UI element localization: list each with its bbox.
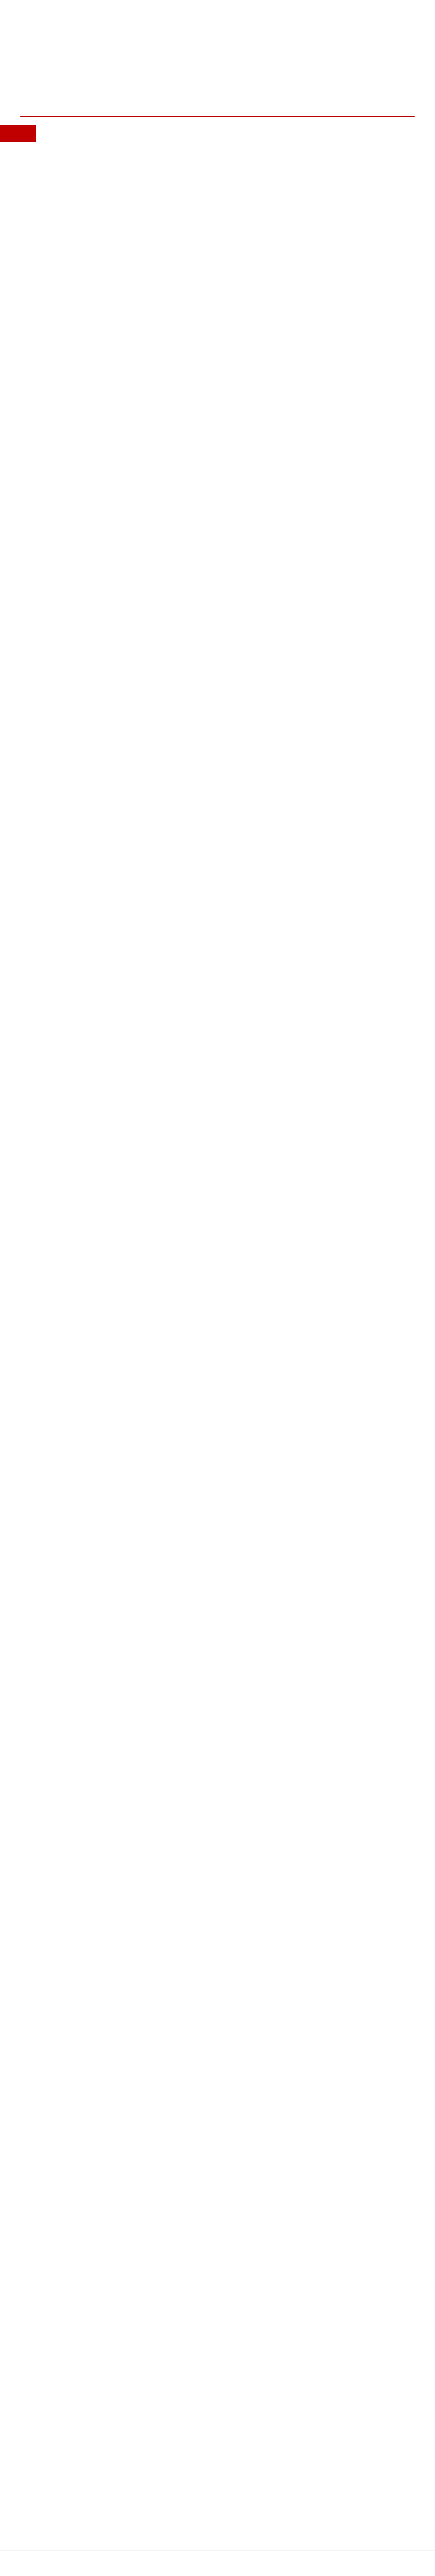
signature-block (20, 74, 415, 106)
subsection-heading (20, 351, 415, 362)
document-number (20, 51, 415, 59)
subsection-heading (20, 210, 415, 221)
section-divider (20, 116, 415, 117)
subsection-heading (20, 278, 415, 289)
page-footer (0, 2551, 435, 2576)
interpretation-sections (20, 175, 415, 459)
subsection-heading (20, 402, 415, 413)
subsection-heading (20, 261, 415, 272)
interpretation-band (0, 125, 435, 142)
subsection-heading (20, 334, 415, 345)
section-heading (20, 175, 415, 187)
signature-date (20, 90, 392, 106)
interpretation-tag (0, 125, 36, 142)
subsection-heading (20, 227, 415, 238)
announcement-title (20, 34, 415, 46)
section-heading (20, 423, 415, 436)
section-heading (20, 316, 415, 329)
subsection-heading (20, 295, 415, 306)
issuing-authority (20, 17, 415, 29)
subsection-heading (20, 368, 415, 379)
announcement (0, 0, 435, 117)
subsection-heading (20, 193, 415, 204)
interpretation-title (20, 152, 415, 165)
interpretation (0, 142, 435, 459)
subsection-heading (20, 244, 415, 255)
subsection-heading (20, 385, 415, 396)
section-heading (20, 446, 415, 459)
signature-org (20, 74, 392, 90)
